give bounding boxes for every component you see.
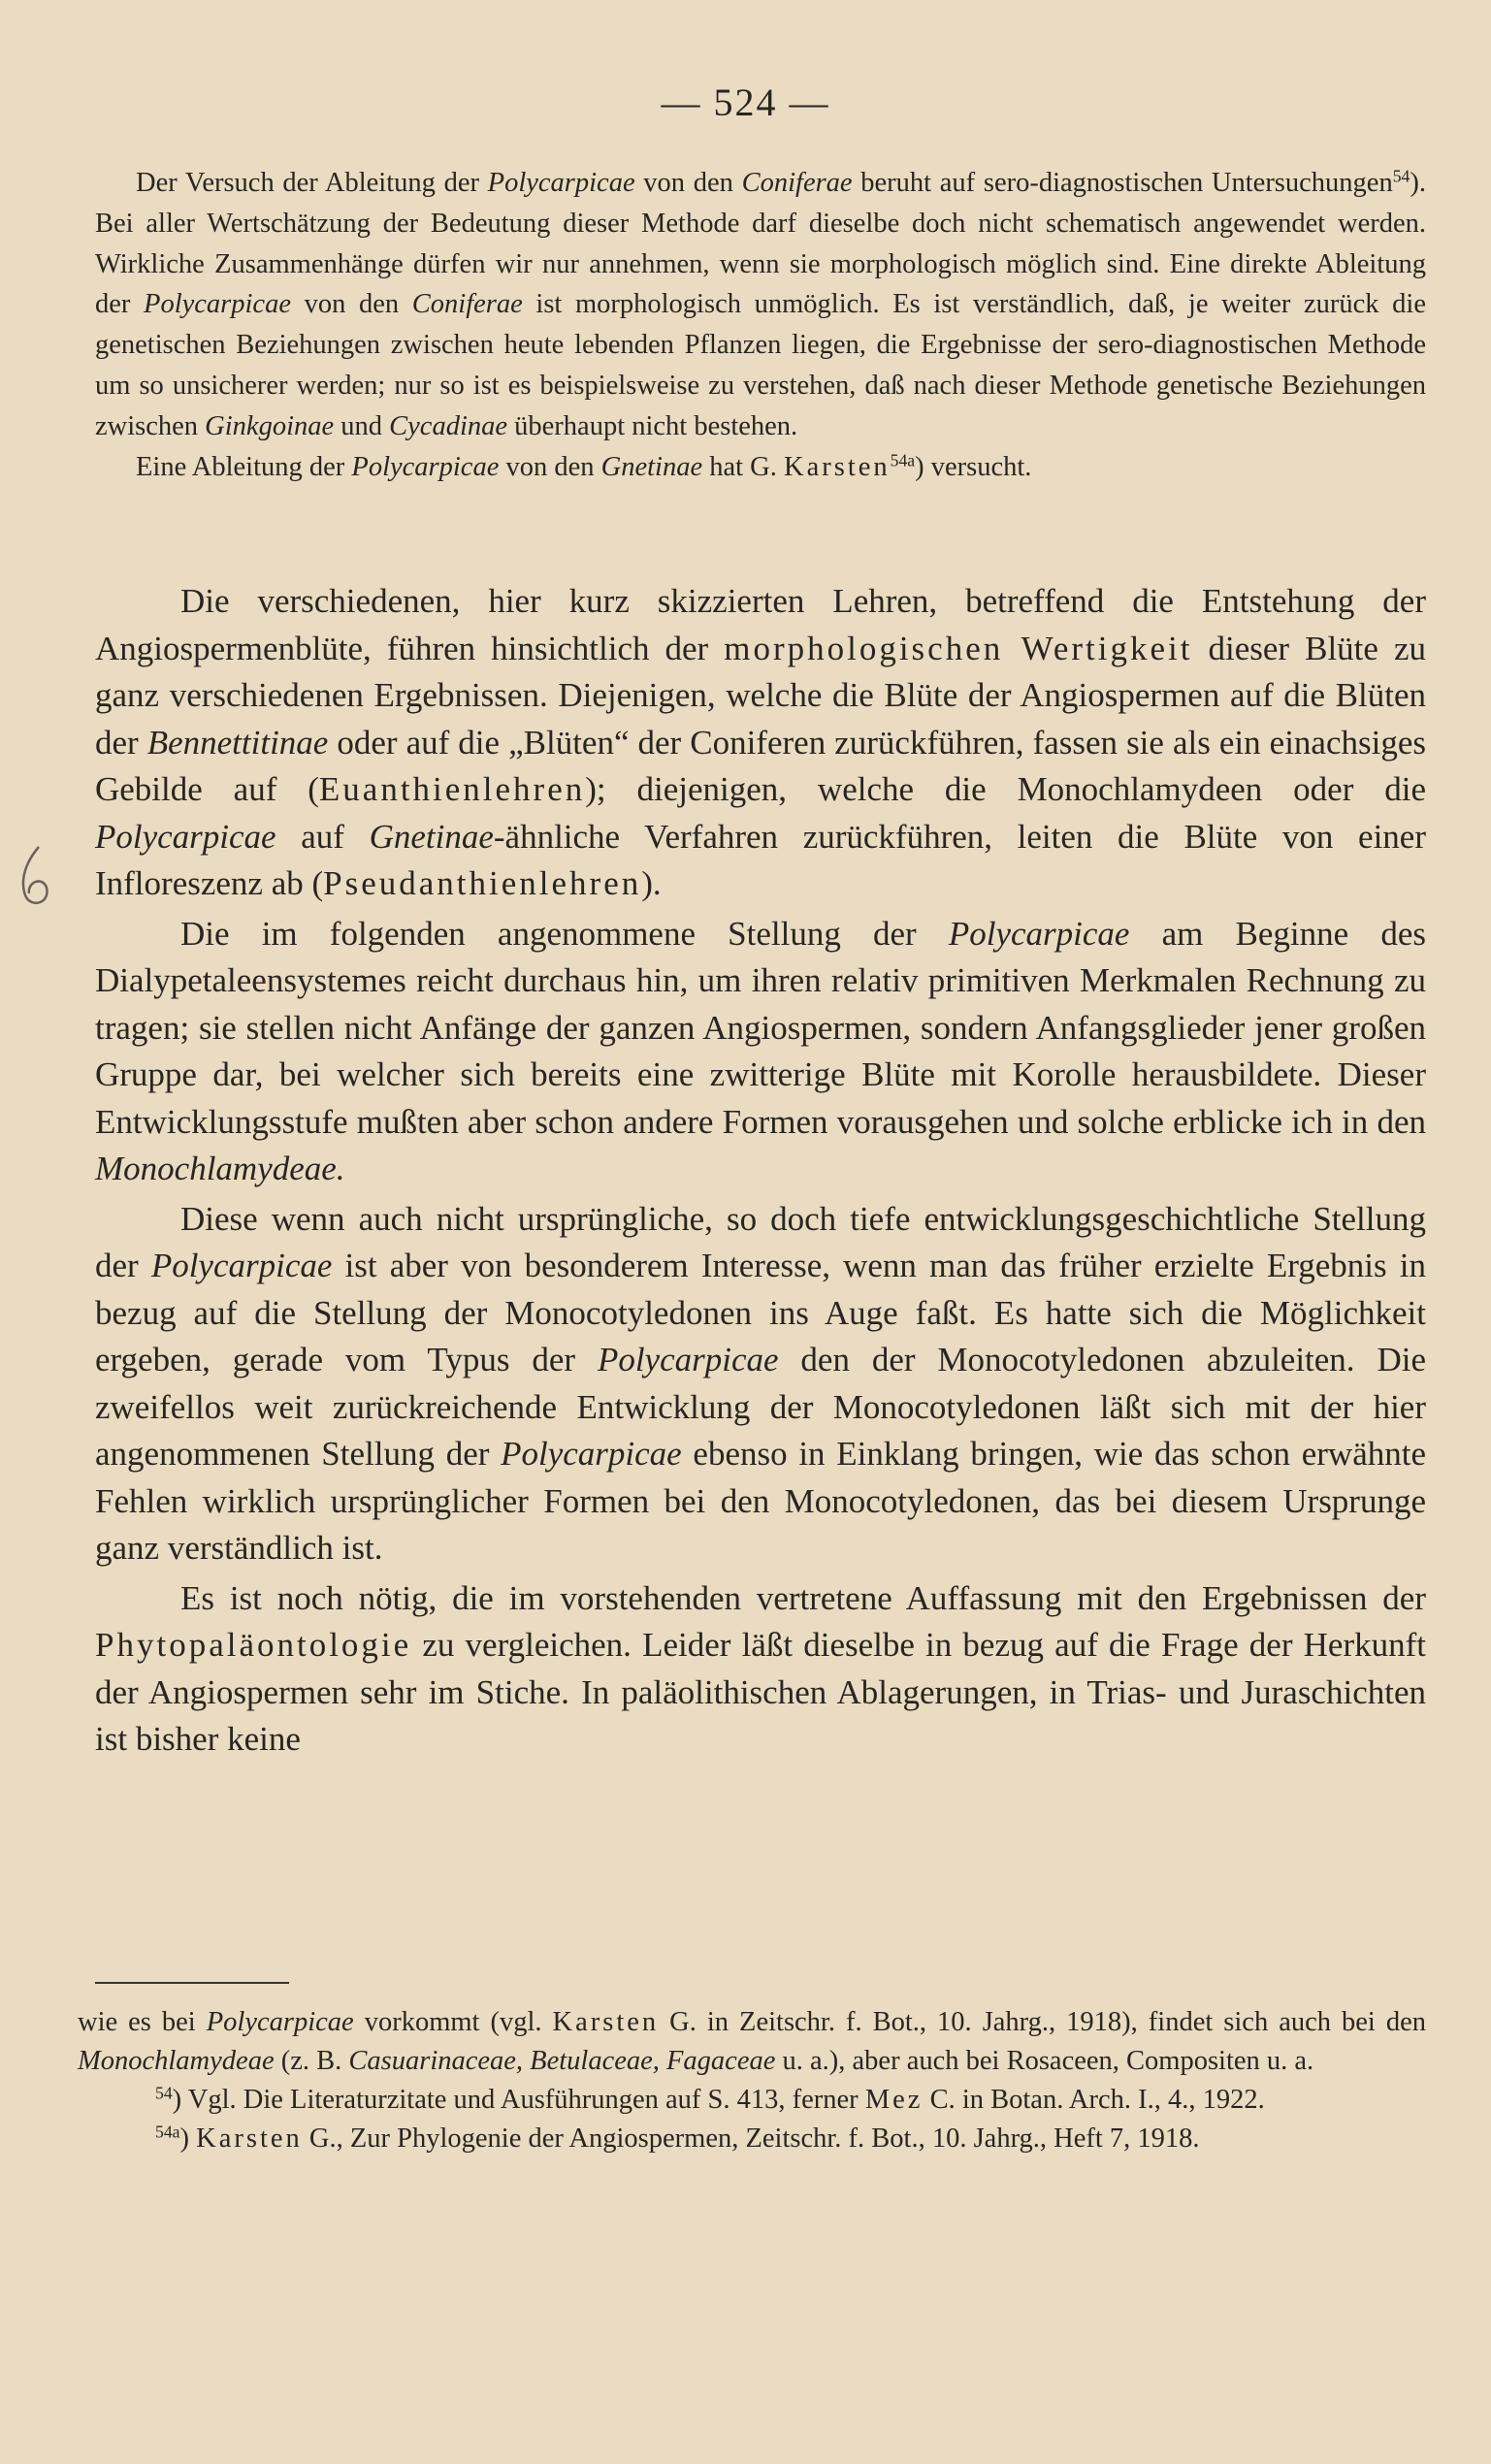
paragraph	[95, 447, 1426, 488]
paragraph	[95, 163, 1426, 447]
spaced-term: Karsten	[196, 2124, 303, 2154]
text-run: ) Vgl. Die Literaturzitate und Ausführungen auf S. 413, ferner	[172, 2085, 865, 2115]
text-run: Die im folgenden angenommene Stellung der	[180, 914, 949, 953]
text-run: G., Zur Phylogenie der Angiospermen, Zeitschr. f. Bot., 10. Jahrg., Heft 7, 1918.	[302, 2124, 1200, 2154]
spaced-term: Mez	[864, 2085, 924, 2115]
footnote-marker: 54	[155, 2083, 173, 2103]
italic-term: Gnetinae	[369, 817, 494, 856]
text-run: -ähnliche Verfahren zurückführen, leiten die Blüte von einer Infloreszenz ab (	[95, 817, 1426, 902]
text-run: )	[179, 2124, 197, 2154]
main-text	[95, 578, 1426, 1764]
reduced-type-passage	[95, 163, 1426, 487]
footnote-54	[78, 2081, 1426, 2120]
text-run: von den	[634, 168, 742, 198]
footnote-marker: 54a	[890, 449, 916, 470]
italic-term: Polycarpicae	[597, 1341, 779, 1378]
italic-term: Ginkgoinae	[205, 410, 335, 441]
italic-term: Polycarpicae	[150, 1247, 333, 1284]
text-run: wie es bei	[78, 2007, 207, 2037]
text-run: oder auf die „Blüten“ der Coniferen zurückführen, fassen sie als ein einachsiges Gebilde auf (	[95, 723, 1426, 808]
text-run: u. a.), aber auch bei Rosaceen, Compositen u. a.	[775, 2046, 1314, 2076]
text-run: hat G.	[702, 451, 784, 482]
italic-term: Polycarpicae	[144, 289, 291, 320]
text-run: G. in Zeitschr. f. Bot., 10. Jahrg., 1918), findet sich auch bei den	[659, 2007, 1426, 2037]
italic-term: Polycarpicae	[487, 168, 635, 198]
italic-term: Monochlamydeae.	[95, 1150, 345, 1187]
text-run: ).	[641, 864, 662, 902]
text-run: ); diejenigen, welche die Monochlamydeen oder die	[585, 770, 1426, 808]
spaced-term: Karsten	[552, 2007, 660, 2037]
text-run: den der Monocotyledonen abzuleiten. Die zweifellos weit zurückreichende Entwicklung der Monocotyledonen läßt sich mit der hier angenommenen Stellung der	[95, 1341, 1426, 1473]
italic-term: Cycadinae	[389, 410, 508, 441]
paragraph	[95, 911, 1426, 1193]
handwritten-margin-mark	[10, 839, 56, 917]
italic-term: Bennettitinae	[146, 723, 329, 762]
italic-term: Polycarpicae	[501, 1435, 682, 1473]
text-run: ebenso in Einklang bringen, wie das schon erwähnte Fehlen wirklich ursprünglicher Formen bei den Monocotyledonen, das bei diesem Ursprunge ganz verständlich ist.	[95, 1435, 1426, 1567]
italic-term: Monochlamydeae	[78, 2046, 275, 2076]
paragraph	[95, 1196, 1426, 1572]
text-run: Die verschiedenen, hier kurz skizzierten Lehren, betreffend die Entstehung der Angiospermenblüte, führen hinsichtlich der	[95, 582, 1426, 667]
text-run: Eine Ableitung der	[136, 451, 352, 482]
text-run: dieser Blüte zu ganz verschiedenen Ergebnissen. Diejenigen, welche die Blüte der Angiospermen auf die Blüten der	[95, 629, 1426, 762]
text-run: von den	[290, 289, 412, 320]
text-run: beruht auf sero-diagnostischen Untersuchungen	[852, 168, 1393, 198]
italic-term: Gnetinae	[600, 451, 703, 482]
text-run: von den	[499, 451, 601, 482]
text-run: ist aber von besonderem Interesse, wenn man das früher erzielte Ergebnis in bezug auf die Stellung der Monocotyledonen ins Auge faßt. Es hatte sich die Möglichkeit ergeben, gerade vom Typus der	[95, 1247, 1426, 1378]
text-run: vorkommt (vgl.	[353, 2007, 553, 2037]
text-run: (z. B.	[274, 2046, 349, 2076]
text-run: C. in Botan. Arch. I., 4., 1922.	[923, 2085, 1265, 2115]
italic-term: Casuarinaceae, Betulaceae, Fagaceae	[348, 2046, 776, 2076]
italic-term: Polycarpicae	[95, 817, 276, 856]
spaced-term: morphologischen Wertigkeit	[724, 629, 1193, 667]
text-run: auf	[276, 817, 370, 856]
text-run: und	[334, 410, 390, 441]
footnote-marker: 54	[1392, 166, 1410, 186]
spaced-term: Karsten	[784, 451, 891, 482]
italic-term: Polycarpicae	[206, 2007, 354, 2037]
footnote-rule	[95, 1982, 289, 1984]
text-run: Diese wenn auch nicht ursprüngliche, so doch tiefe entwicklungsgeschichtliche Stellung der	[95, 1199, 1426, 1284]
text-run: Der Versuch der Ableitung der	[136, 168, 488, 198]
paragraph	[95, 578, 1426, 908]
footnote-continuation	[78, 2003, 1426, 2081]
text-run: ) versucht.	[915, 451, 1032, 482]
text-run: am Beginne des Dialypetaleensystemes reicht durchaus hin, um ihren relativ primitiven Merkmalen Rechnung zu tragen; sie stellen nicht Anfänge der ganzen Angiospermen, sondern Anfangsglieder jener großen Gruppe dar, bei welcher sich bereits eine zwitterige Blüte mit Korolle herausbildete. Dieser Entwicklungsstufe mußten aber schon andere Formen vorausgehen und solche erblicke ich in den	[95, 914, 1426, 1141]
spaced-term: Pseudanthienlehren	[323, 864, 642, 902]
italic-term: Polycarpicae	[351, 451, 500, 482]
spaced-term: Euanthienlehren	[318, 770, 586, 808]
footnote-54a	[78, 2120, 1426, 2158]
text-run: zu vergleichen. Leider läßt dieselbe in bezug auf die Frage der Herkunft der Angiospermen sehr im Stiche. In paläolithischen Ablagerungen, in Trias- und Juraschichten ist bisher keine	[95, 1626, 1426, 1758]
page-number: — 524 —	[661, 81, 830, 124]
text-run: überhaupt nicht bestehen.	[507, 410, 798, 441]
footnotes	[78, 2003, 1426, 2158]
italic-term: Polycarpicae	[948, 914, 1130, 953]
italic-term: Coniferae	[741, 168, 853, 198]
text-run: ). Bei aller Wertschätzung der Bedeutung dieser Methode darf dieselbe doch nicht schematisch angewendet werden. Wirkliche Zusammenhänge dürfen wir nur annehmen, wenn sie morphologisch möglich sind. Eine direkte Ableitung der	[95, 168, 1426, 320]
text-run: ist morphologisch unmöglich. Es ist verständlich, daß, je weiter zurück die genetischen Beziehungen zwischen heute lebenden Pflanzen liegen, die Ergebnisse der sero-diagnostischen Methode um so unsicherer werden; nur so ist es beispielsweise zu verstehen, daß nach dieser Methode genetische Beziehungen zwischen	[95, 289, 1426, 441]
italic-term: Coniferae	[411, 289, 523, 320]
spaced-term: Phytopaläontologie	[95, 1626, 412, 1664]
text-run: Es ist noch nötig, die im vorstehenden vertretene Auffassung mit den Ergebnissen der	[180, 1578, 1426, 1617]
paragraph	[95, 1575, 1426, 1764]
footnote-marker: 54a	[155, 2122, 180, 2142]
